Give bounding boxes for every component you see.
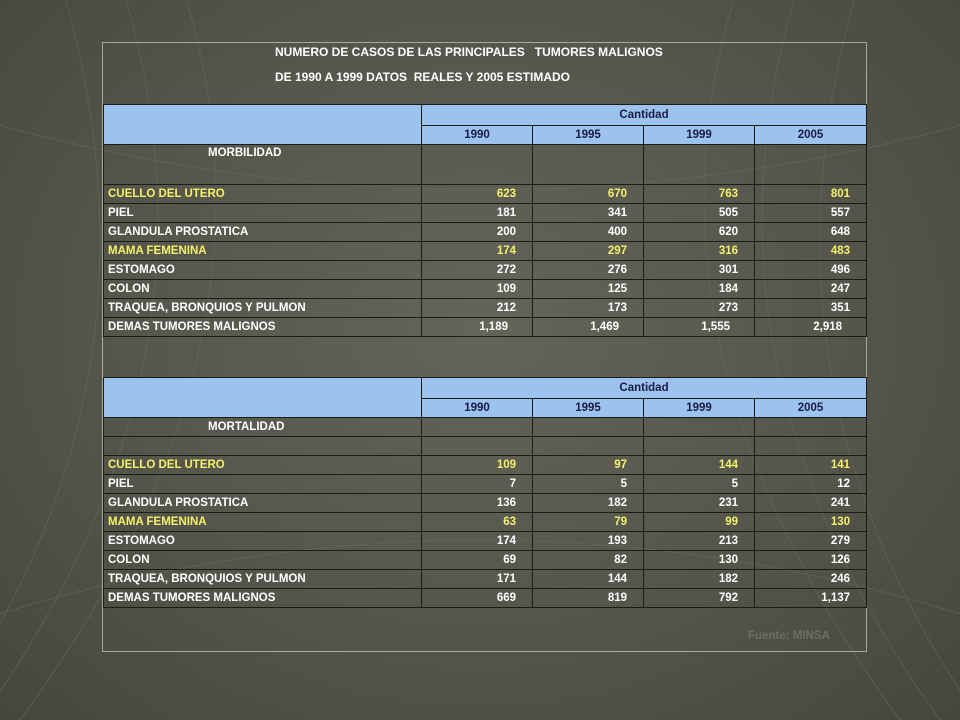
value-cell: 173	[533, 299, 644, 318]
value-cell: 557	[755, 204, 867, 223]
table-row	[104, 456, 867, 475]
year-header: 1995	[533, 399, 644, 418]
value-cell: 171	[422, 570, 533, 589]
value-cell: 174	[422, 242, 533, 261]
value-cell: 144	[533, 570, 644, 589]
page-title-line2: DE 1990 A 1999 DATOS REALES Y 2005 ESTIMADO	[275, 70, 571, 84]
value-cell: 231	[644, 494, 755, 513]
value-cell: 341	[533, 204, 644, 223]
value-cell: 69	[422, 551, 533, 570]
table-row	[104, 551, 867, 570]
row-label: GLANDULA PROSTATICA	[104, 494, 422, 513]
row-label: MAMA FEMENINA	[104, 242, 422, 261]
header-blank-cell	[104, 105, 422, 145]
row-label: COLON	[104, 551, 422, 570]
empty-cell	[533, 418, 644, 437]
row-label: PIEL	[104, 204, 422, 223]
row-label: DEMAS TUMORES MALIGNOS	[104, 589, 422, 608]
value-cell: 241	[755, 494, 867, 513]
empty-cell	[755, 418, 867, 437]
value-cell: 200	[422, 223, 533, 242]
table-row	[104, 204, 867, 223]
value-cell: 669	[422, 589, 533, 608]
row-label: CUELLO DEL UTERO	[104, 185, 422, 204]
value-cell: 819	[533, 589, 644, 608]
empty-cell	[422, 145, 533, 185]
empty-cell	[644, 145, 755, 185]
value-cell: 5	[533, 475, 644, 494]
empty-cell	[104, 437, 422, 456]
page-title-line1: NUMERO DE CASOS DE LAS PRINCIPALES TUMORES MALIGNOS	[275, 45, 663, 59]
morbilidad-table	[103, 104, 867, 337]
value-cell: 109	[422, 456, 533, 475]
value-cell: 620	[644, 223, 755, 242]
empty-cell	[644, 437, 755, 456]
value-cell: 126	[755, 551, 867, 570]
value-cell: 193	[533, 532, 644, 551]
value-cell: 212	[422, 299, 533, 318]
quantity-header: Cantidad	[422, 105, 867, 126]
value-cell: 141	[755, 456, 867, 475]
value-cell: 63	[422, 513, 533, 532]
quantity-header: Cantidad	[422, 378, 867, 399]
value-cell: 181	[422, 204, 533, 223]
year-header: 1999	[644, 399, 755, 418]
row-label: MAMA FEMENINA	[104, 513, 422, 532]
empty-cell	[422, 437, 533, 456]
value-cell: 184	[644, 280, 755, 299]
value-cell: 182	[533, 494, 644, 513]
section-label-morbilidad: MORBILIDAD	[104, 145, 422, 185]
table-row	[104, 570, 867, 589]
value-cell: 136	[422, 494, 533, 513]
value-cell: 297	[533, 242, 644, 261]
value-cell: 1,189	[422, 318, 533, 337]
empty-cell	[533, 145, 644, 185]
value-cell: 109	[422, 280, 533, 299]
value-cell: 273	[644, 299, 755, 318]
row-label: COLON	[104, 280, 422, 299]
value-cell: 1,469	[533, 318, 644, 337]
empty-cell	[755, 145, 867, 185]
value-cell: 496	[755, 261, 867, 280]
row-label: TRAQUEA, BRONQUIOS Y PULMON	[104, 299, 422, 318]
value-cell: 130	[644, 551, 755, 570]
value-cell: 174	[422, 532, 533, 551]
value-cell: 279	[755, 532, 867, 551]
table-row	[104, 475, 867, 494]
table-row	[104, 223, 867, 242]
table-row	[104, 185, 867, 204]
table-row	[104, 242, 867, 261]
table-row	[104, 318, 867, 337]
value-cell: 12	[755, 475, 867, 494]
empty-cell	[644, 418, 755, 437]
value-cell: 316	[644, 242, 755, 261]
value-cell: 272	[422, 261, 533, 280]
value-cell: 1,555	[644, 318, 755, 337]
value-cell: 213	[644, 532, 755, 551]
row-label: TRAQUEA, BRONQUIOS Y PULMON	[104, 570, 422, 589]
value-cell: 125	[533, 280, 644, 299]
year-header: 2005	[755, 126, 867, 145]
value-cell: 301	[644, 261, 755, 280]
table-row	[104, 513, 867, 532]
value-cell: 5	[644, 475, 755, 494]
value-cell: 648	[755, 223, 867, 242]
value-cell: 246	[755, 570, 867, 589]
row-label: ESTOMAGO	[104, 261, 422, 280]
value-cell: 1,137	[755, 589, 867, 608]
row-label: PIEL	[104, 475, 422, 494]
mortalidad-table	[103, 377, 867, 608]
table-row	[104, 494, 867, 513]
header-blank-cell	[104, 378, 422, 418]
source-note: Fuente: MINSA	[748, 630, 830, 642]
value-cell: 505	[644, 204, 755, 223]
value-cell: 130	[755, 513, 867, 532]
value-cell: 7	[422, 475, 533, 494]
year-header: 1999	[644, 126, 755, 145]
value-cell: 182	[644, 570, 755, 589]
value-cell: 276	[533, 261, 644, 280]
value-cell: 79	[533, 513, 644, 532]
value-cell: 144	[644, 456, 755, 475]
row-label: DEMAS TUMORES MALIGNOS	[104, 318, 422, 337]
value-cell: 247	[755, 280, 867, 299]
value-cell: 2,918	[755, 318, 867, 337]
row-label: CUELLO DEL UTERO	[104, 456, 422, 475]
value-cell: 82	[533, 551, 644, 570]
value-cell: 670	[533, 185, 644, 204]
section-label-mortalidad: MORTALIDAD	[104, 418, 422, 437]
year-header: 2005	[755, 399, 867, 418]
value-cell: 623	[422, 185, 533, 204]
table-row	[104, 589, 867, 608]
table-row	[104, 261, 867, 280]
value-cell: 763	[644, 185, 755, 204]
table-row	[104, 280, 867, 299]
table-row	[104, 532, 867, 551]
row-label: ESTOMAGO	[104, 532, 422, 551]
empty-cell	[533, 437, 644, 456]
row-label: GLANDULA PROSTATICA	[104, 223, 422, 242]
year-header: 1990	[422, 399, 533, 418]
table-row	[104, 299, 867, 318]
value-cell: 351	[755, 299, 867, 318]
empty-cell	[422, 418, 533, 437]
year-header: 1990	[422, 126, 533, 145]
value-cell: 97	[533, 456, 644, 475]
value-cell: 483	[755, 242, 867, 261]
value-cell: 400	[533, 223, 644, 242]
value-cell: 99	[644, 513, 755, 532]
empty-cell	[755, 437, 867, 456]
value-cell: 792	[644, 589, 755, 608]
value-cell: 801	[755, 185, 867, 204]
year-header: 1995	[533, 126, 644, 145]
